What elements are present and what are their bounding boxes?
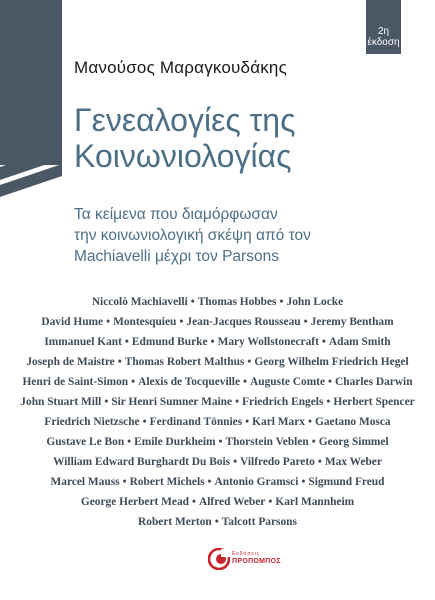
separator-bullet: • (326, 396, 331, 408)
author-name-entry: John Stuart Mill (20, 396, 102, 408)
separator-bullet: • (214, 516, 219, 528)
separator-bullet: • (122, 476, 127, 488)
author-name-entry: Joseph de Maistre (26, 356, 115, 368)
separator-bullet: • (142, 416, 147, 428)
author-name-entry: Georg Wilhelm Friedrich Hegel (254, 356, 409, 368)
author-name-entry: Friedrich Engels (242, 396, 324, 408)
author-name-entry: Georg Simmel (318, 436, 389, 448)
author-name-entry: Ferdinand Tönnies (149, 416, 243, 428)
author-name-entry: Mary Wollstonecraft (217, 336, 319, 348)
names-line (12, 472, 423, 492)
separator-bullet: • (328, 376, 333, 388)
separator-bullet: • (218, 436, 223, 448)
author-name-entry: Thomas Robert Malthus (124, 356, 245, 368)
separator-bullet: • (127, 436, 132, 448)
subtitle-line-2: την κοινωνιολογική σκέψη από τον (74, 227, 311, 244)
separator-bullet: • (210, 336, 215, 348)
subtitle-line-1: Τα κείμενα που διαμόρφωσαν (74, 206, 278, 223)
names-line (12, 332, 423, 352)
separator-bullet: • (301, 476, 306, 488)
author-name-entry: Emile Durkheim (134, 436, 216, 448)
separator-bullet: • (106, 316, 111, 328)
author-name-entry: Jean-Jacques Rousseau (186, 316, 301, 328)
separator-bullet: • (307, 416, 312, 428)
edition-label: έκδοση (367, 37, 400, 48)
names-line (12, 292, 423, 312)
author-name-entry: Auguste Comte (250, 376, 326, 388)
publisher-logo-icon (208, 548, 230, 570)
author-name-entry: Karl Mannheim (275, 496, 355, 508)
author-name-entry: Sigmund Freud (308, 476, 385, 488)
separator-bullet: • (317, 456, 322, 468)
separator-bullet: • (321, 336, 326, 348)
book-subtitle (74, 204, 414, 267)
separator-bullet: • (303, 316, 308, 328)
author-name-entry: Karl Marx (252, 416, 305, 428)
author-name-entry: William Edward Burghardt Du Bois (53, 456, 231, 468)
author-name-entry: John Locke (286, 296, 344, 308)
separator-bullet: • (235, 396, 240, 408)
author-name-entry: Adam Smith (328, 336, 391, 348)
names-line (12, 492, 423, 512)
author-name-entry: Friedrich Nietzsche (44, 416, 140, 428)
author-name-entry: Antonio Gramsci (214, 476, 299, 488)
author-name-entry: Charles Darwin (335, 376, 413, 388)
title-line-2: Κοινωνιολογίας (74, 138, 292, 174)
author-names-list (12, 292, 423, 532)
author-name-entry: Robert Michels (129, 476, 205, 488)
edition-number: 2η (377, 26, 390, 37)
author-name-entry: Vilfredo Pareto (240, 456, 315, 468)
separator-bullet: • (104, 396, 109, 408)
publisher-name (232, 550, 292, 566)
author-name-entry: Niccolò Machiavelli (91, 296, 188, 308)
book-title (74, 102, 414, 174)
author-name-entry: Max Weber (324, 456, 382, 468)
separator-bullet: • (243, 376, 248, 388)
publisher-label: Εκδόσεις (232, 551, 261, 557)
author-name-entry: Alexis de Tocqueville (138, 376, 241, 388)
separator-bullet: • (190, 296, 195, 308)
author-name-entry: Robert Merton (138, 516, 212, 528)
separator-bullet: • (279, 296, 284, 308)
names-line (12, 412, 423, 432)
author-name-entry: Jeremy Bentham (310, 316, 394, 328)
author-name-entry: Marcel Mauss (50, 476, 120, 488)
separator-bullet: • (131, 376, 136, 388)
author-name-entry: Gustave Le Bon (46, 436, 125, 448)
title-line-1: Γενεαλογίες της (74, 102, 296, 138)
separator-bullet: • (207, 476, 212, 488)
separator-bullet: • (124, 336, 129, 348)
names-line (12, 432, 423, 452)
separator-bullet: • (192, 496, 197, 508)
separator-bullet: • (179, 316, 184, 328)
author-name-entry: Alfred Weber (199, 496, 266, 508)
author-name: Μανούσος Μαραγκουδάκης (74, 58, 287, 77)
separator-bullet: • (245, 416, 250, 428)
author-name-entry: Thorstein Veblen (225, 436, 309, 448)
names-line (12, 352, 423, 372)
names-line (12, 312, 423, 332)
names-line (12, 372, 423, 392)
author-name-entry: Montesquieu (113, 316, 177, 328)
separator-bullet: • (233, 456, 238, 468)
separator-bullet: • (117, 356, 122, 368)
separator-bullet: • (311, 436, 316, 448)
names-line (12, 452, 423, 472)
author-name-entry: Talcott Parsons (221, 516, 297, 528)
names-line (12, 392, 423, 412)
names-line (12, 512, 423, 532)
author-name-entry: Henri de Saint-Simon (22, 376, 129, 388)
author-name-entry: Gaetano Mosca (314, 416, 391, 428)
author-name-entry: Edmund Burke (131, 336, 208, 348)
author-name-entry: George Herbert Mead (80, 496, 190, 508)
edition-badge (366, 0, 401, 54)
author-name-entry: David Hume (41, 316, 104, 328)
subtitle-line-3: Machiavelli μέχρι τον Parsons (74, 248, 279, 265)
separator-bullet: • (268, 496, 273, 508)
separator-bullet: • (247, 356, 252, 368)
author-name-entry: Immanuel Kant (44, 336, 122, 348)
author-name-entry: Thomas Hobbes (197, 296, 277, 308)
author-name-entry: Sir Henri Sumner Maine (111, 396, 233, 408)
author-name-entry: Herbert Spencer (333, 396, 415, 408)
publisher-title: ΠΡΟΠΟΜΠΟΣ (232, 558, 281, 565)
